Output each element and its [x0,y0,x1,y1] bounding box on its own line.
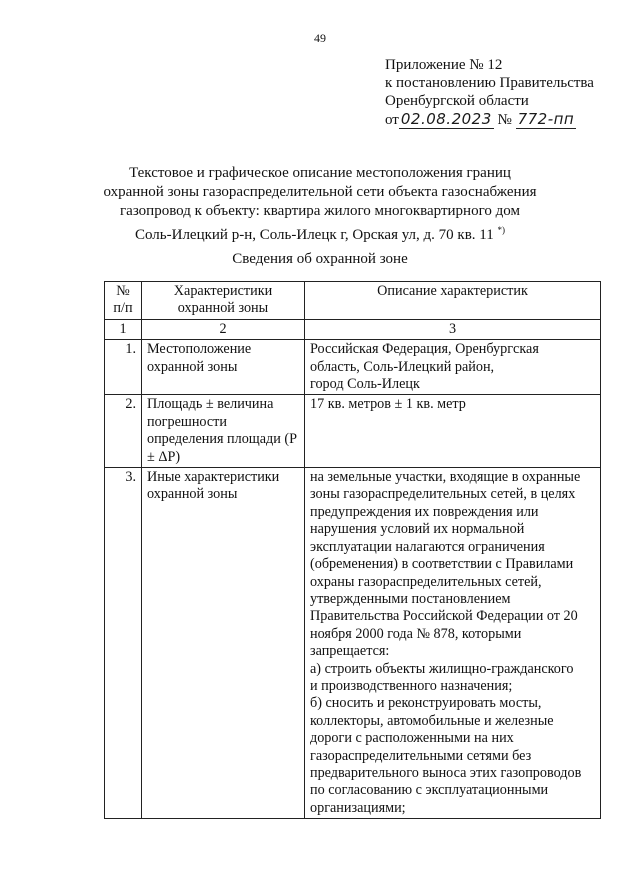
row-description [305,468,601,819]
title-line-3: газопровод к объекту: квартира жилого многоквартирного дом [120,203,520,219]
title-line-1: Текстовое и графическое описание местоположения границ [129,165,511,181]
document-title [60,164,580,245]
table-index-row [105,319,601,339]
table-row [105,468,601,819]
index-cell: 3 [305,319,601,339]
description-line: предварительного выноса этих газопроводов [310,764,582,781]
footnote-mark: *) [497,225,505,235]
description-line: охраны газораспределительных сетей, [310,573,542,590]
title-line-4 [60,221,580,245]
description-line: дороги с расположенными на них [310,730,514,747]
appendix-block [385,56,594,129]
appendix-line-4 [385,110,594,129]
zone-table [104,281,601,819]
row-description [305,340,601,395]
row-name: Площадь ± величина погрешности определения площади (Р ± ΔР) [142,395,305,468]
section-subtitle: Сведения об охранной зоне [232,251,408,267]
table-row [105,395,601,468]
description-line: город Соль-Илецк [310,376,420,393]
description-line: по согласованию с эксплуатационными [310,782,549,799]
row-name: Местоположение охранной зоны [142,340,305,395]
description-line: б) сносить и реконструировать мосты, [310,695,542,712]
description-line: Российская Федерация, Оренбургская [310,341,539,358]
header-characteristics: Характеристики охранной зоны [142,282,305,320]
table-header-row [105,282,601,320]
description-line: (обременения) в соответствии с Правилами [310,556,574,573]
description-line: и производственного назначения; [310,677,513,694]
title-line-2: охранной зоны газораспределительной сети объекта газоснабжения [103,184,537,200]
index-cell: 2 [142,319,305,339]
handwritten-number: 772-пп [517,110,575,128]
table-row [105,340,601,395]
index-cell: 1 [105,319,142,339]
description-line: организациями; [310,799,406,816]
row-num: 2. [105,395,142,468]
from-label: от [385,112,399,128]
header-num: № п/п [105,282,142,320]
description-line: ноября 2000 года № 878, которыми [310,625,522,642]
row-num: 3. [105,468,142,819]
description-line: а) строить объекты жилищно-гражданского [310,660,574,677]
description-line: утвержденными постановлением [310,590,511,607]
handwritten-date: 02.08.2023 [400,110,492,128]
appendix-line-1: Приложение № 12 [385,57,503,73]
page-number: 49 [314,31,326,45]
description-line: 17 кв. метров ± 1 кв. метр [310,396,466,413]
header-description: Описание характеристик [305,282,601,320]
description-line: зоны газораспределительных сетей, в целях [310,486,576,503]
row-num: 1. [105,340,142,395]
number-label: № [497,112,512,128]
description-line: предупреждения их повреждения или [310,503,539,520]
description-line: Правительства Российской Федерации от 20 [310,608,578,625]
description-line: эксплуатации налагаются ограничения [310,538,545,555]
appendix-line-2: к постановлению Правительства [385,75,594,91]
row-description [305,395,601,468]
description-line: на земельные участки, входящие в охранные [310,469,581,486]
description-line: нарушения условий их нормальной [310,521,525,538]
description-line: область, Соль-Илецкий район, [310,358,495,375]
description-line: запрещается: [310,643,390,660]
description-line: коллекторы, автомобильные и железные [310,712,554,729]
row-name: Иные характеристики охранной зоны [142,468,305,819]
appendix-line-3: Оренбургской области [385,93,529,109]
title-address: Соль-Илецкий р-н, Соль-Илецк г, Орская ул, д. 70 кв. 11 [134,227,494,243]
description-line: газораспределительными сетями без [310,747,532,764]
